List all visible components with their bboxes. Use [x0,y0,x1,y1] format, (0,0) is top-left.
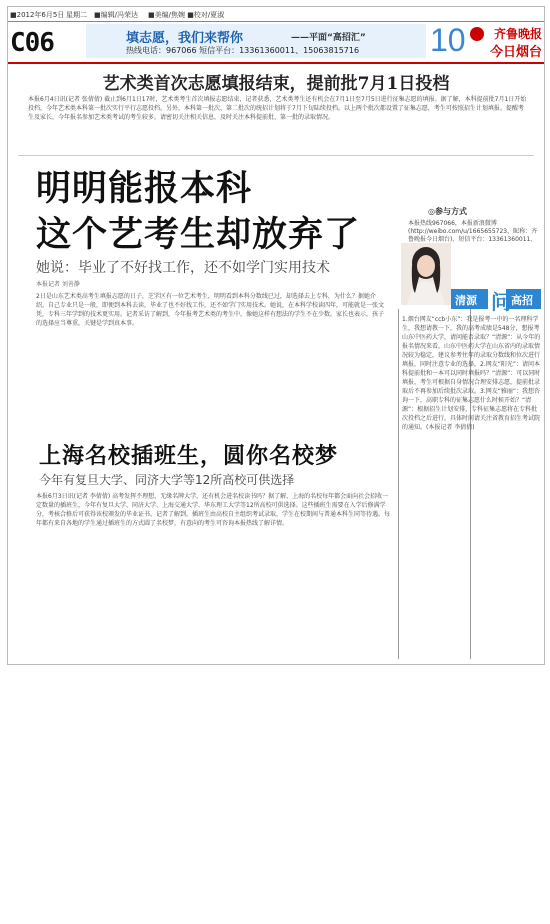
qa-body: 1.烟台网友“ccb小东”：我是报考一中的一名理科学生，我想请教一下，我的高考成绩是548分，想报考山东中医药大学，请问能否录取？“清源”：从今年的报名情况来看，山东中医药大学在山东省内的录取情况较为稳定，建议参考往年的录取分数线和位次进行填报，同时注意专业的选择。2.网友“阳光”：请问本科提前批和一本可以同时填报吗？“清源”：可以同时填报，考生可根据自身情况合理安排志愿，提前批录取后不再参加后续批次录取。3.网友“雅丽”：我想咨询一下，高职专科的征集志愿什么时候开始？“清源”：根据招生计划安排，专科征集志愿将在专科批次投档之后进行，具体时间请关注省教育招生考试院的通知。(本报记者 李倩倩) [402,316,541,431]
banner-subtitle: ——平面“高招汇” [291,33,366,43]
qa-banner-right: 高招 [511,294,533,307]
newspaper-page [7,6,545,665]
page-header [8,21,544,64]
paper-name: 齐鲁晚报 [493,27,542,41]
article2-body: 2日是山东艺术类高考生填报志愿的日子，芝罘区有一位艺术考生，明明看到本科分数线已过，却选择去上专科，为什么？据她介绍，自己专业只是一般，即便到本科去读，毕业了也不好找工作，还不如学门实用技术。她说，在本科学校读四年，可能就是一张文凭，专科三年学到的技术更实用。记者采访了解到，今年报考艺术类的考生中，像她这样有想法的学生不在少数。家长也表示，孩子的选择应当尊重，关键是学到真本事。 [36,293,385,327]
reporter-avatar [401,243,451,305]
qa-banner [451,289,541,314]
article2-headline-line2: 这个艺考生却放弃了 [36,215,361,255]
qa-intro: 本报热线967066，本报新浪微博(http://weibo.com/u/1665655723，昵称：齐鲁晚报今日烟台)、短信平台：13361360011、 [408,220,538,243]
banner-contact: 热线电话：967066 短信平台：13361360011、15063815716 [126,46,360,55]
question-mark-icon: 问 [488,286,506,312]
article2-subhead: 她说：毕业了不好找工作，还不如学门实用技术 [36,260,330,276]
article3-subhead: 今年有复旦大学、同济大学等12所高校可供选择 [39,473,295,487]
paper-logo [470,25,542,60]
logo-mark-icon [470,27,484,41]
article2-headline-line1: 明明能报本科 [36,169,253,209]
qa-section-title: ◎参与方式 [428,207,467,216]
banner-title: 填志愿，我们来帮你 [126,31,244,46]
promo-banner [86,24,426,58]
designer-credit: ■美编/焦婉 ■校对/夏淑 [148,11,225,19]
article1-headline: 艺术类首次志愿填报结束，提前批7月1日投档 [102,74,450,94]
paper-subtitle: 今日烟台 [489,45,542,60]
editor-credit: ■编辑/冯荣达 [94,11,138,19]
article3-body: 本报6月3日讯(记者 李倩倩) 高考发挥不理想，无缘名牌大学，还有机会进名校读书吗？据了解，上海的名校每年都会面向社会招收一定数量的插班生，今年有复旦大学、同济大学、上海交通大学、华东理工大学等12所高校可供选择。这些插班生需要在入学后修满学分，考核合格后可获得该校颁发的毕业证书。记者了解到，插班生由高校自主组织考试录取，学生在校期间与普通本科生同等待遇。每年都有来自各地的学生通过插班生的方式圆了名校梦，有意向的考生可咨询本报热线了解详情。 [36,493,391,527]
qa-banner-left: 清源 [455,294,477,307]
column-divider [398,309,399,659]
article2-byline: 本报记者 刘善静 [36,281,80,288]
avatar-portrait-icon [401,243,451,305]
page-number: 10 [430,22,466,58]
section-code: C06 [10,28,54,58]
issue-date: ■2012年6月5日 [10,11,65,19]
page-info-line [8,7,544,21]
article1-body: 本报6月4日讯(记者 张倩倩) 截止到6月1日17时，艺术类考生首次填报志愿结束，记者获悉，艺术类考生还有机会在7月1日至7月5日进行征集志愿的填报。据了解，本科提前批7月1日开始投档，今年艺术类本科第一批次实行平行志愿投档。另外，本科第一批次、第二批次的统招计划将于7月下旬陆续投档。以上两个批次都设置了征集志愿，考生可按照招生计划填报。提醒考生及家长，今年报名参加艺术类考试的考生较多，请密切关注相关信息，及时关注本科提前批、第一批的录取情况。 [28,96,527,121]
weekday: 星期二 [66,11,87,19]
divider [18,155,534,156]
article3-headline: 上海名校插班生，圆你名校梦 [39,444,339,469]
